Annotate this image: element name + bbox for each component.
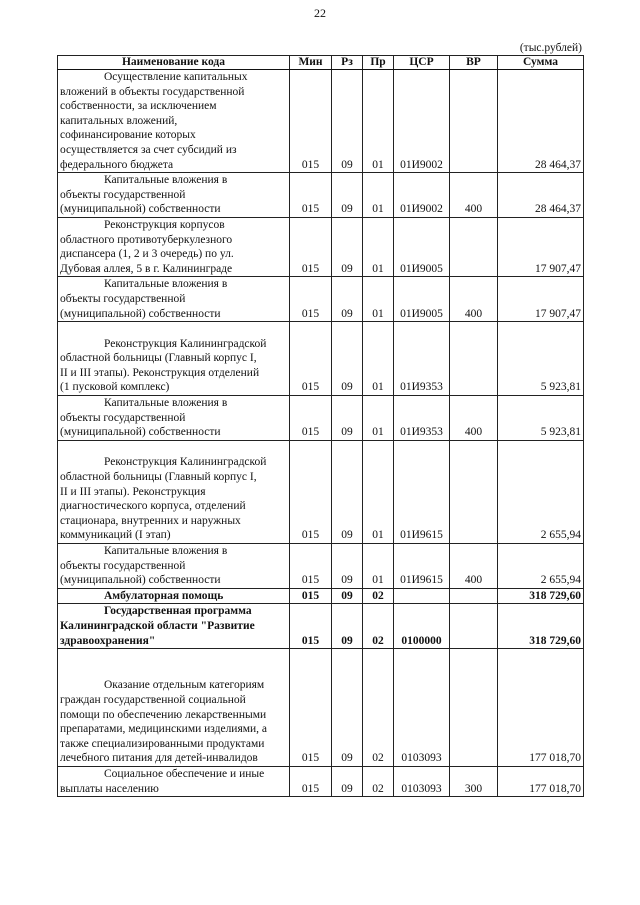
row-vr bbox=[450, 440, 498, 543]
row-pr: 02 bbox=[363, 649, 394, 767]
column-header-vr: ВР bbox=[450, 56, 498, 70]
row-name-line: вложений в объекты государственной bbox=[60, 85, 245, 98]
row-rz: 09 bbox=[332, 588, 363, 604]
row-min: 015 bbox=[290, 604, 332, 649]
row-vr: 400 bbox=[450, 396, 498, 441]
row-rz: 09 bbox=[332, 70, 363, 173]
row-name-line: объекты государственной bbox=[60, 411, 186, 424]
row-vr: 400 bbox=[450, 173, 498, 218]
row-vr bbox=[450, 604, 498, 649]
row-name bbox=[58, 277, 290, 322]
row-name-line: Реконструкция Калининградской bbox=[104, 337, 267, 350]
row-sum: 177 018,70 bbox=[498, 649, 584, 767]
row-csr: 0103093 bbox=[394, 766, 450, 796]
row-name-line: препаратами, медицинскими изделиями, а bbox=[60, 723, 268, 736]
row-min: 015 bbox=[290, 649, 332, 767]
row-rz: 09 bbox=[332, 277, 363, 322]
row-vr bbox=[450, 588, 498, 604]
row-name bbox=[58, 588, 290, 604]
row-name bbox=[58, 649, 290, 767]
row-name-line: лечебного питания для детей-инвалидов bbox=[60, 752, 258, 765]
row-sum: 2 655,94 bbox=[498, 440, 584, 543]
row-vr bbox=[450, 649, 498, 767]
row-name-line: федерального бюджета bbox=[60, 158, 174, 171]
row-rz: 09 bbox=[332, 217, 363, 276]
row-name-line: диспансера (1, 2 и 3 очередь) по ул. bbox=[60, 248, 234, 261]
table-row bbox=[58, 766, 584, 796]
row-name-line: Дубовая аллея, 5 в г. Калининграде bbox=[60, 262, 233, 275]
row-rz: 09 bbox=[332, 396, 363, 441]
row-sum: 318 729,60 bbox=[498, 604, 584, 649]
row-min: 015 bbox=[290, 277, 332, 322]
row-min: 015 bbox=[290, 173, 332, 218]
table-row bbox=[58, 173, 584, 218]
row-csr: 01И9615 bbox=[394, 440, 450, 543]
column-header-rz: Рз bbox=[332, 56, 363, 70]
row-min: 015 bbox=[290, 70, 332, 173]
row-sum: 28 464,37 bbox=[498, 173, 584, 218]
row-name-line: (муниципальной) собственности bbox=[60, 574, 221, 587]
row-name-line: Реконструкция Калининградской bbox=[104, 456, 267, 469]
row-name bbox=[58, 604, 290, 649]
row-name-line: (1 пусковой комплекс) bbox=[60, 381, 170, 394]
row-name-line: объекты государственной bbox=[60, 559, 186, 572]
row-vr: 400 bbox=[450, 544, 498, 589]
row-name bbox=[58, 766, 290, 796]
row-min: 015 bbox=[290, 322, 332, 396]
table-row bbox=[58, 277, 584, 322]
table-row bbox=[58, 440, 584, 543]
row-name-line: стационара, внутренних и наружных bbox=[60, 514, 241, 527]
row-sum: 318 729,60 bbox=[498, 588, 584, 604]
row-name-line: капитальных вложений, bbox=[60, 114, 178, 127]
row-name bbox=[58, 322, 290, 396]
row-name-line: (муниципальной) собственности bbox=[60, 307, 221, 320]
row-name-line: коммуникаций (I этап) bbox=[60, 529, 171, 542]
row-rz: 09 bbox=[332, 173, 363, 218]
row-name-line: областной больницы (Главный корпус I, bbox=[60, 352, 257, 365]
page-number: 22 bbox=[314, 6, 326, 20]
column-header-csr: ЦСР bbox=[394, 56, 450, 70]
row-sum: 17 907,47 bbox=[498, 217, 584, 276]
table-row bbox=[58, 588, 584, 604]
row-rz: 09 bbox=[332, 766, 363, 796]
row-pr: 01 bbox=[363, 173, 394, 218]
row-vr: 300 bbox=[450, 766, 498, 796]
column-header-sum: Сумма bbox=[498, 56, 584, 70]
row-csr: 0103093 bbox=[394, 649, 450, 767]
row-pr: 01 bbox=[363, 70, 394, 173]
budget-table bbox=[57, 55, 584, 797]
table-row bbox=[58, 604, 584, 649]
row-csr: 01И9002 bbox=[394, 70, 450, 173]
row-csr: 01И9005 bbox=[394, 277, 450, 322]
row-pr: 02 bbox=[363, 604, 394, 649]
row-rz: 09 bbox=[332, 604, 363, 649]
row-name-line: софинансирование которых bbox=[60, 129, 196, 142]
row-name-line: Оказание отдельным категориям bbox=[104, 679, 265, 692]
units-label: (тыс.рублей) bbox=[519, 42, 582, 54]
row-name-line: Осуществление капитальных bbox=[104, 71, 248, 83]
row-csr: 0100000 bbox=[394, 604, 450, 649]
row-name-line: областного противотуберкулезного bbox=[60, 233, 233, 246]
row-csr bbox=[394, 588, 450, 604]
row-min: 015 bbox=[290, 440, 332, 543]
row-name-line: II и III этапы). Реконструкция отделений bbox=[60, 366, 260, 379]
row-pr: 01 bbox=[363, 322, 394, 396]
column-header-min: Мин bbox=[290, 56, 332, 70]
table-row bbox=[58, 70, 584, 173]
row-csr: 01И9615 bbox=[394, 544, 450, 589]
row-name bbox=[58, 396, 290, 441]
row-name-line: объекты государственной bbox=[60, 292, 186, 305]
row-name-line: II и III этапы). Реконструкция bbox=[60, 485, 206, 498]
row-rz: 09 bbox=[332, 649, 363, 767]
row-name-line: Амбулаторная помощь bbox=[104, 589, 224, 602]
row-min: 015 bbox=[290, 544, 332, 589]
table-row bbox=[58, 649, 584, 767]
row-min: 015 bbox=[290, 588, 332, 604]
row-name-line: граждан государственной социальной bbox=[60, 693, 246, 706]
row-name-line: Государственная программа bbox=[104, 605, 252, 618]
table-row bbox=[58, 396, 584, 441]
row-csr: 01И9353 bbox=[394, 396, 450, 441]
row-name-line: здравоохранения" bbox=[60, 634, 156, 647]
row-vr bbox=[450, 322, 498, 396]
row-name-line: выплаты населению bbox=[60, 782, 159, 795]
row-name-line: (муниципальной) собственности bbox=[60, 203, 221, 216]
row-pr: 01 bbox=[363, 440, 394, 543]
row-sum: 28 464,37 bbox=[498, 70, 584, 173]
row-pr: 01 bbox=[363, 544, 394, 589]
row-name bbox=[58, 544, 290, 589]
row-csr: 01И9353 bbox=[394, 322, 450, 396]
row-min: 015 bbox=[290, 766, 332, 796]
row-name-line: Калининградской области "Развитие bbox=[60, 619, 255, 632]
row-name-line: (муниципальной) собственности bbox=[60, 426, 221, 439]
row-sum: 17 907,47 bbox=[498, 277, 584, 322]
row-min: 015 bbox=[290, 217, 332, 276]
row-vr: 400 bbox=[450, 277, 498, 322]
row-name-line: помощи по обеспечению лекарственными bbox=[60, 708, 267, 721]
row-name-line: собственности, за исключением bbox=[60, 100, 217, 113]
row-rz: 09 bbox=[332, 440, 363, 543]
table-row bbox=[58, 322, 584, 396]
row-sum: 177 018,70 bbox=[498, 766, 584, 796]
row-name-line: областной больницы (Главный корпус I, bbox=[60, 471, 257, 484]
row-pr: 01 bbox=[363, 277, 394, 322]
row-name-line: объекты государственной bbox=[60, 188, 186, 201]
row-name bbox=[58, 217, 290, 276]
row-name-line: Капитальные вложения в bbox=[104, 278, 228, 291]
row-rz: 09 bbox=[332, 322, 363, 396]
row-name bbox=[58, 173, 290, 218]
row-vr bbox=[450, 70, 498, 173]
table-row bbox=[58, 217, 584, 276]
row-name-line: Капитальные вложения в bbox=[104, 397, 228, 410]
row-pr: 01 bbox=[363, 217, 394, 276]
row-name-line: Капитальные вложения в bbox=[104, 174, 228, 187]
row-csr: 01И9005 bbox=[394, 217, 450, 276]
row-min: 015 bbox=[290, 396, 332, 441]
column-header-pr: Пр bbox=[363, 56, 394, 70]
row-vr bbox=[450, 217, 498, 276]
row-name bbox=[58, 440, 290, 543]
row-pr: 02 bbox=[363, 766, 394, 796]
row-name-line: осуществляется за счет субсидий из bbox=[60, 143, 237, 156]
row-name-line: диагностического корпуса, отделений bbox=[60, 500, 246, 513]
row-name bbox=[58, 70, 290, 173]
row-rz: 09 bbox=[332, 544, 363, 589]
row-name-line: Социальное обеспечение и иные bbox=[104, 767, 265, 780]
row-sum: 5 923,81 bbox=[498, 396, 584, 441]
row-pr: 02 bbox=[363, 588, 394, 604]
row-name-line: также специализированными продуктами bbox=[60, 737, 265, 750]
row-pr: 01 bbox=[363, 396, 394, 441]
row-sum: 5 923,81 bbox=[498, 322, 584, 396]
row-csr: 01И9002 bbox=[394, 173, 450, 218]
table-header bbox=[58, 56, 584, 70]
row-name-line: Капитальные вложения в bbox=[104, 545, 228, 557]
row-sum: 2 655,94 bbox=[498, 544, 584, 589]
table-row bbox=[58, 544, 584, 589]
column-header-name: Наименование кода bbox=[58, 56, 290, 70]
row-name-line: Реконструкция корпусов bbox=[104, 218, 225, 231]
